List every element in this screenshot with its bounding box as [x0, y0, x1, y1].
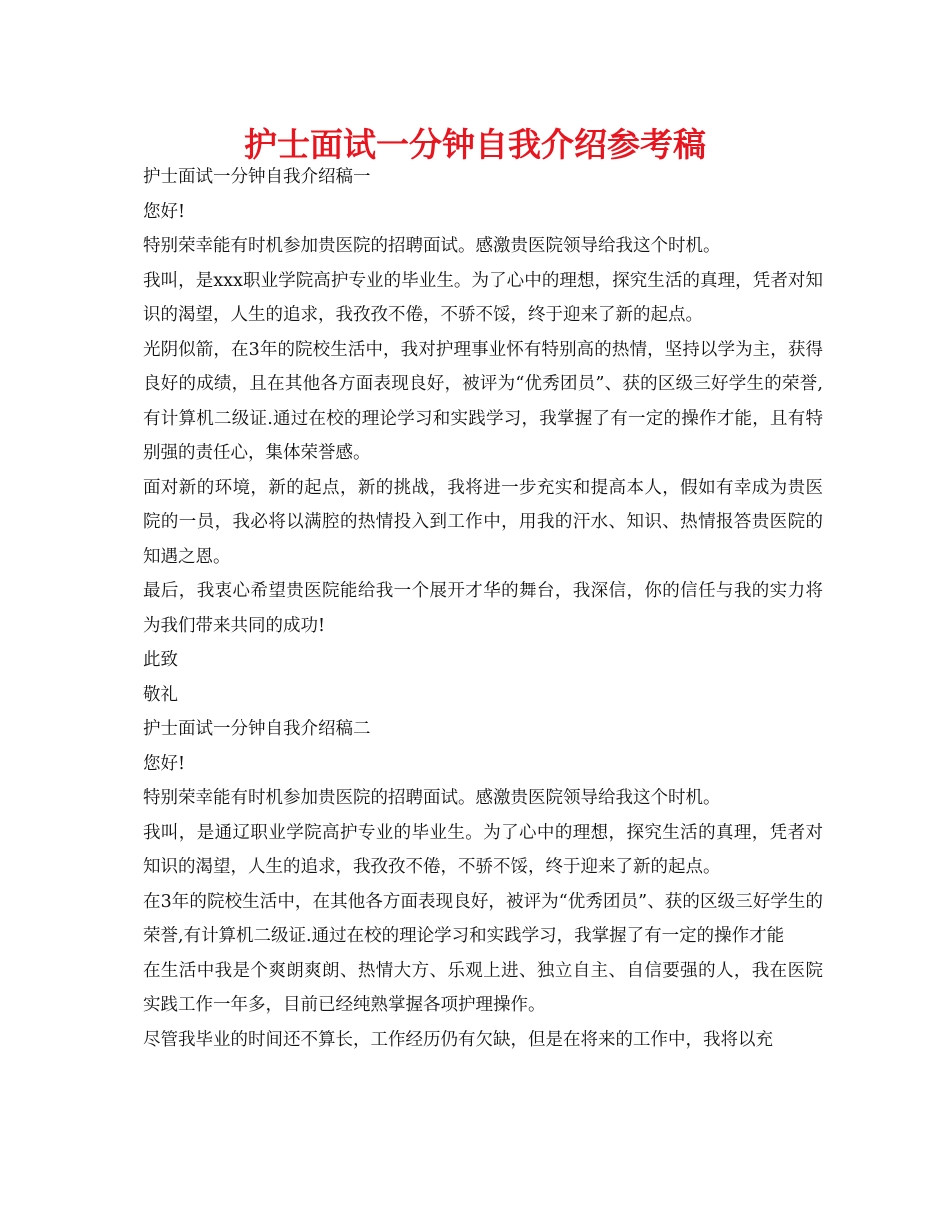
paragraph: 我叫，是通辽职业学院高护专业的毕业生。为了心中的理想，探究生活的真理，凭者对知识的渴望，人生的追求，我孜孜不倦，不骄不馁，终于迎来了新的起点。 — [143, 822, 823, 877]
paragraph: 特别荣幸能有时机参加贵医院的招聘面试。感激贵医院领导给我这个时机。 — [143, 788, 721, 808]
paragraph: 面对新的环境，新的起点，新的挑战，我将进一步充实和提高本人，假如有幸成为贵医院的一员，我必将以满腔的热情投入到工作中，用我的汗水、知识、热情报答贵医院的知遇之恩。 — [143, 477, 823, 567]
paragraph-greeting-2: 您好! — [143, 753, 186, 774]
paragraph-heading-1: 护士面试一分钟自我介绍稿一 — [143, 167, 371, 187]
paragraph: 尽管我毕业的时间还不算长，工作经历仍有欠缺，但是在将来的工作中，我将以充 — [143, 1029, 773, 1050]
paragraph: 光阴似箭，在3年的院校生活中，我对护理事业怀有特别高的热情，坚持以学为主，获得良好的成绩，且在其他各方面表现良好，被评为“优秀团员”、获的区级三好学生的荣誉,有计算机二级证.通过在校的理论学习和实践学习，我掌握了有一定的操作才能，且有特别强的责任心，集体荣誉感。 — [143, 339, 823, 463]
paragraph: 特别荣幸能有时机参加贵医院的招聘面试。感激贵医院领导给我这个时机。 — [143, 236, 721, 256]
paragraph: 我叫，是xxx职业学院高护专业的毕业生。为了心中的理想，探究生活的真理，凭者对知识的渴望，人生的追求，我孜孜不倦，不骄不馁，终于迎来了新的起点。 — [143, 270, 823, 325]
paragraph-greeting-1: 您好! — [143, 201, 186, 222]
paragraph-heading-2: 护士面试一分钟自我介绍稿二 — [143, 719, 371, 739]
closing-line: 此致 — [143, 650, 178, 670]
document-body — [143, 160, 823, 1057]
paragraph: 在3年的院校生活中，在其他各方面表现良好，被评为“优秀团员”、获的区级三好学生的荣誉,有计算机二级证.通过在校的理论学习和实践学习，我掌握了有一定的操作才能 — [143, 891, 823, 946]
document-title: 护士面试一分钟自我介绍参考稿 — [244, 125, 706, 164]
closing-salute: 敬礼 — [143, 684, 178, 705]
paragraph: 在生活中我是个爽朗爽朗、热情大方、乐观上进、独立自主、自信要强的人，我在医院实践工作一年多，目前已经纯熟掌握各项护理操作。 — [143, 960, 823, 1015]
paragraph: 最后，我衷心希望贵医院能给我一个展开才华的舞台，我深信，你的信任与我的实力将为我们带来共同的成功! — [143, 581, 823, 636]
